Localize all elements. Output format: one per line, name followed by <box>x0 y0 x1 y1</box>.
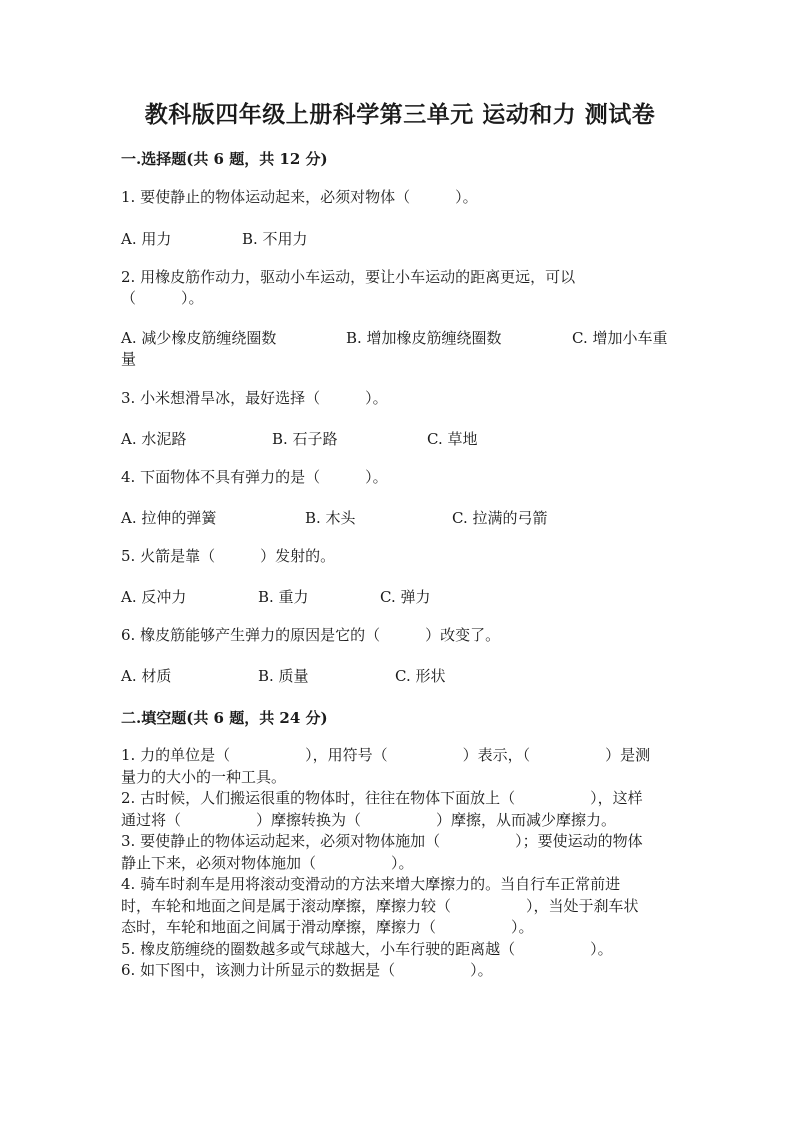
q6-option-a: A. 材质 <box>121 667 172 685</box>
q6-option-c: C. 形状 <box>395 667 446 685</box>
question-2-line-1: 2. 用橡皮筋作动力，驱动小车运动，要让小车运动的距离更远，可以 <box>121 268 576 286</box>
page-title: 教科版四年级上册科学第三单元 运动和力 测试卷 <box>144 101 656 128</box>
q2-option-b: B. 增加橡皮筋缠绕圈数 <box>346 329 502 347</box>
question-4: 4. 下面物体不具有弹力的是（ ）。 <box>121 468 388 486</box>
question-2-line-2: （ ）。 <box>121 289 204 307</box>
fill-line: 6. 如下图中，该测力计所显示的数据是（ ）。 <box>121 961 493 979</box>
q4-option-c: C. 拉满的弓箭 <box>452 509 548 527</box>
q5-option-a: A. 反冲力 <box>121 588 187 606</box>
q4-option-b: B. 木头 <box>305 509 356 527</box>
fill-line: 1. 力的单位是（ ），用符号（ ）表示，（ ）是测 <box>121 746 651 764</box>
fill-line: 静止下来，必须对物体施加（ ）。 <box>121 853 414 872</box>
fill-line: 4. 骑车时刹车是用将滚动变滑动的方法来增大摩擦力的。当自行车正常前进 <box>121 875 621 893</box>
q2-option-c-wrap: 量 <box>121 350 137 368</box>
section-heading-choice: 一.选择题(共 6 题，共 12 分) <box>121 150 328 168</box>
q6-option-b: B. 质量 <box>258 667 309 685</box>
q1-option-a: A. 用力 <box>121 230 172 248</box>
q5-option-b: B. 重力 <box>258 588 309 606</box>
fill-line: 通过将（ ）摩擦转换为（ ）摩擦，从而减少摩擦力。 <box>121 810 617 829</box>
fill-line: 态时，车轮和地面之间属于滑动摩擦，摩擦力（ ）。 <box>121 918 534 936</box>
fill-line: 3. 要使静止的物体运动起来，必须对物体施加（ ）；要使运动的物体 <box>121 832 643 850</box>
q3-option-a: A. 水泥路 <box>121 430 187 448</box>
q3-option-b: B. 石子路 <box>272 430 338 448</box>
q1-option-b: B. 不用力 <box>242 230 308 248</box>
question-5: 5. 火箭是靠（ ）发射的。 <box>121 547 336 565</box>
section-heading-fill: 二.填空题(共 6 题，共 24 分) <box>121 709 328 727</box>
question-6: 6. 橡皮筋能够产生弹力的原因是它的（ ）改变了。 <box>121 626 501 644</box>
fill-line: 2. 古时候，人们搬运很重的物体时，往往在物体下面放上（ ），这样 <box>121 789 643 807</box>
fill-line: 量力的大小的一种工具。 <box>121 767 287 786</box>
q2-option-a: A. 减少橡皮筋缠绕圈数 <box>121 329 277 347</box>
fill-line: 时，车轮和地面之间是属于滚动摩擦，摩擦力较（ ），当处于刹车状 <box>121 896 639 915</box>
q2-option-c: C. 增加小车重 <box>572 329 668 347</box>
question-2 <box>121 267 681 309</box>
q3-option-c: C. 草地 <box>427 430 478 448</box>
fill-line: 5. 橡皮筋缠绕的圈数越多或气球越大，小车行驶的距离越（ ）。 <box>121 939 613 958</box>
q5-option-c: C. 弹力 <box>380 588 431 606</box>
q4-option-a: A. 拉伸的弹簧 <box>121 509 217 527</box>
question-1: 1. 要使静止的物体运动起来，必须对物体（ ）。 <box>121 188 478 206</box>
fill-in-questions <box>121 745 681 982</box>
question-3: 3. 小米想滑旱冰，最好选择（ ）。 <box>121 389 388 407</box>
